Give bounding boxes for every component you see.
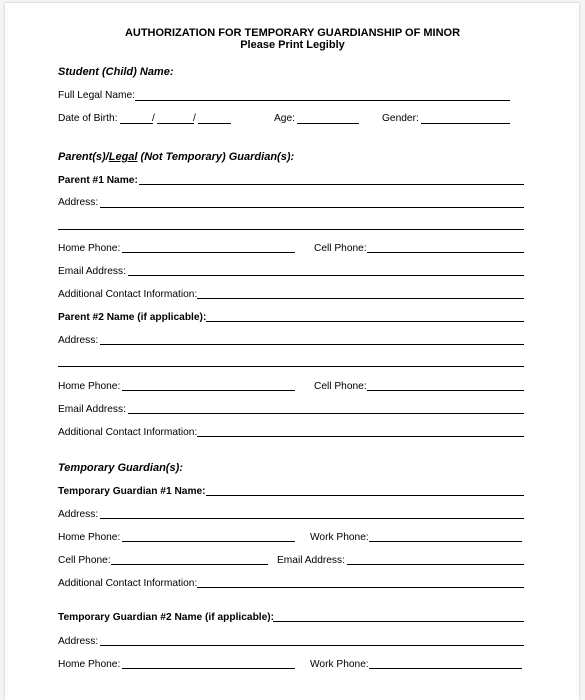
parent2-name-field[interactable]	[206, 321, 524, 322]
full-legal-name-label: Full Legal Name:	[58, 90, 136, 101]
guardian2-address-field[interactable]	[100, 645, 524, 646]
dob-label: Date of Birth:	[58, 113, 118, 124]
parent1-address-field[interactable]	[100, 207, 524, 208]
guardian1-name-label: Temporary Guardian #1 Name:	[58, 486, 206, 497]
parent2-address-field[interactable]	[100, 344, 524, 345]
age-label: Age:	[274, 113, 295, 124]
parent1-address-label: Address:	[58, 197, 99, 208]
dob-year-field[interactable]	[198, 123, 231, 124]
guardian1-email-field[interactable]	[347, 564, 524, 565]
guardian1-additional-label: Additional Contact Information:	[58, 578, 198, 589]
parent1-additional-field[interactable]	[197, 298, 524, 299]
form-page	[5, 3, 579, 700]
parent1-home-phone-label: Home Phone:	[58, 243, 121, 254]
age-field[interactable]	[297, 123, 359, 124]
parent1-name-label: Parent #1 Name:	[58, 175, 138, 186]
guardian2-name-label: Temporary Guardian #2 Name (if applicable):	[58, 612, 275, 623]
parent1-address-field-line2[interactable]	[58, 229, 524, 230]
guardian2-home-phone-label: Home Phone:	[58, 659, 121, 670]
parent1-cell-phone-field[interactable]	[367, 252, 524, 253]
parent2-address-label: Address:	[58, 335, 99, 346]
parent2-email-label: Email Address:	[58, 404, 126, 415]
form-title: AUTHORIZATION FOR TEMPORARY GUARDIANSHIP OF MINOR	[124, 27, 461, 39]
guardian1-work-phone-label: Work Phone:	[310, 532, 369, 543]
gender-label: Gender:	[382, 113, 419, 124]
parent1-home-phone-field[interactable]	[122, 252, 295, 253]
parents-heading: Parent(s)/Legal (Not Temporary) Guardian(s):	[58, 151, 295, 163]
guardian1-name-field[interactable]	[206, 495, 524, 496]
full-legal-name-field[interactable]	[135, 100, 510, 101]
parent2-address-field-line2[interactable]	[58, 366, 524, 367]
guardian1-home-phone-label: Home Phone:	[58, 532, 121, 543]
parent2-email-field[interactable]	[128, 413, 524, 414]
guardian1-address-label: Address:	[58, 509, 99, 520]
gender-field[interactable]	[421, 123, 510, 124]
guardian2-work-phone-label: Work Phone:	[310, 659, 369, 670]
temporary-heading: Temporary Guardian(s):	[58, 462, 183, 474]
parent1-email-label: Email Address:	[58, 266, 126, 277]
parent2-home-phone-field[interactable]	[122, 390, 295, 391]
parent1-email-field[interactable]	[128, 275, 524, 276]
parent1-name-field[interactable]	[139, 184, 524, 185]
guardian1-work-phone-field[interactable]	[369, 541, 522, 542]
dob-separator: /	[193, 113, 196, 124]
parent1-additional-label: Additional Contact Information:	[58, 289, 198, 300]
dob-month-field[interactable]	[120, 123, 153, 124]
parent2-additional-label: Additional Contact Information:	[58, 427, 198, 438]
dob-day-field[interactable]	[157, 123, 194, 124]
dob-separator: /	[152, 113, 155, 124]
parent2-home-phone-label: Home Phone:	[58, 381, 121, 392]
guardian1-cell-phone-label: Cell Phone:	[58, 555, 111, 566]
parent2-cell-phone-field[interactable]	[367, 390, 524, 391]
student-heading: Student (Child) Name:	[58, 66, 174, 78]
parent2-cell-phone-label: Cell Phone:	[314, 381, 367, 392]
guardian2-address-label: Address:	[58, 636, 99, 647]
form-subtitle: Please Print Legibly	[240, 39, 345, 51]
guardian2-name-field[interactable]	[273, 621, 524, 622]
parent2-additional-field[interactable]	[197, 436, 524, 437]
guardian1-address-field[interactable]	[100, 518, 524, 519]
guardian1-home-phone-field[interactable]	[122, 541, 295, 542]
guardian2-home-phone-field[interactable]	[122, 668, 295, 669]
guardian1-cell-phone-field[interactable]	[111, 564, 268, 565]
parent1-cell-phone-label: Cell Phone:	[314, 243, 367, 254]
guardian1-additional-field[interactable]	[197, 587, 524, 588]
parent2-name-label: Parent #2 Name (if applicable):	[58, 312, 207, 323]
guardian1-email-label: Email Address:	[277, 555, 345, 566]
guardian2-work-phone-field[interactable]	[369, 668, 522, 669]
